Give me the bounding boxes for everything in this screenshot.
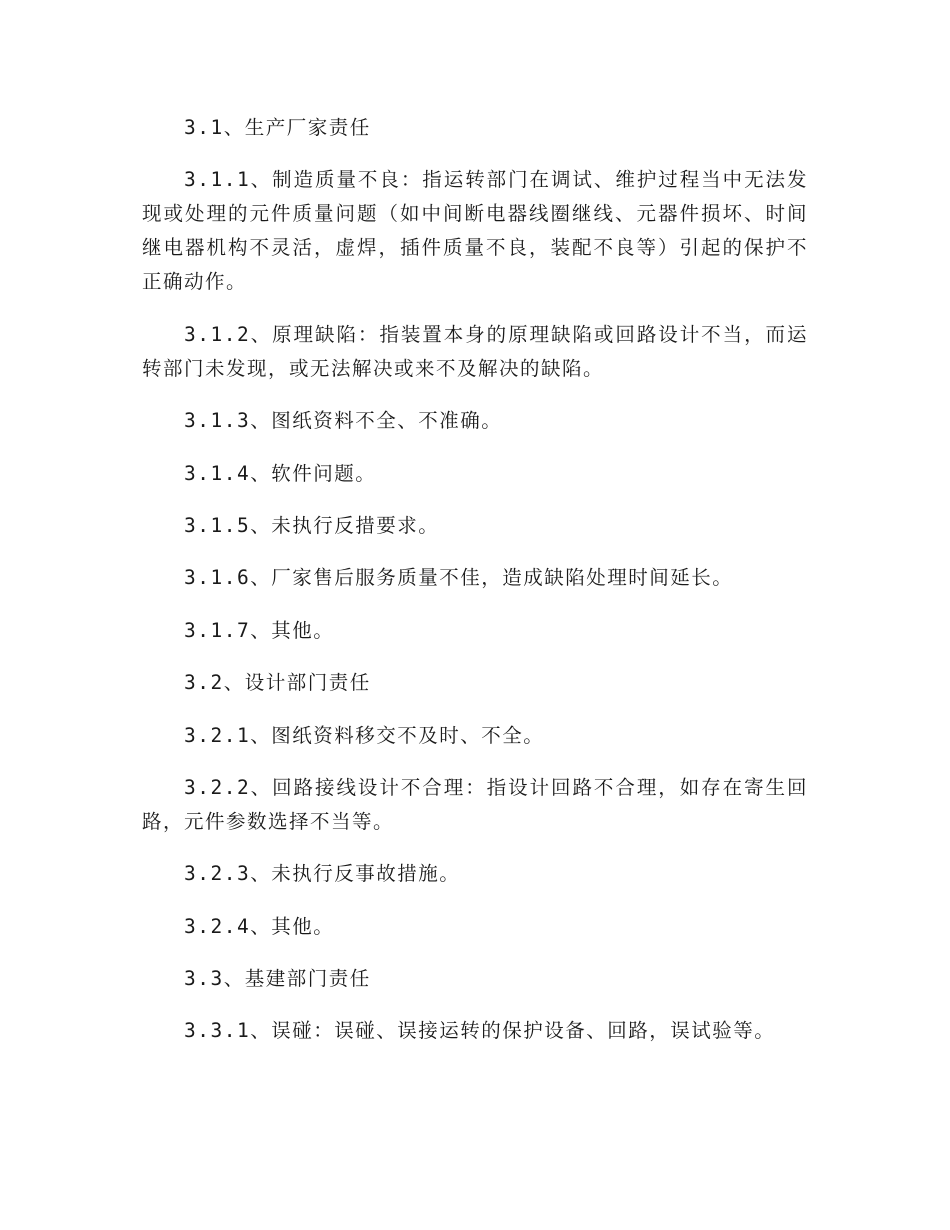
paragraph-3-3-1: 3.3.1、误碰：误碰、误接运转的保护设备、回路，误试验等。 bbox=[184, 1019, 776, 1043]
paragraph-3-2-2: 3.2.2、回路接线设计不合理：指设计回路不合理，如存在寄生回路，元件参数选择不当等。 bbox=[142, 775, 808, 833]
section-heading-3-3: 3.3、基建部门责任 bbox=[184, 967, 371, 991]
paragraph-3-2-1: 3.2.1、图纸资料移交不及时、不全。 bbox=[184, 723, 545, 747]
section-heading-3-1: 3.1、生产厂家责任 bbox=[184, 116, 371, 139]
section-heading-3-2: 3.2、设计部门责任 bbox=[184, 671, 371, 695]
paragraph-3-2-3: 3.2.3、未执行反事故措施。 bbox=[184, 862, 461, 886]
paragraph-3-1-3: 3.1.3、图纸资料不全、不准确。 bbox=[184, 409, 503, 433]
paragraph-3-1-6: 3.1.6、厂家售后服务质量不佳，造成缺陷处理时间延长。 bbox=[184, 566, 734, 590]
paragraph-3-1-2: 3.1.2、原理缺陷：指装置本身的原理缺陷或回路设计不当，而运转部门未发现，或无法解决或来不及解决的缺陷。 bbox=[142, 322, 808, 380]
paragraph-3-1-1: 3.1.1、制造质量不良：指运转部门在调试、维护过程当中无法发现或处理的元件质量问题（如中间断电器线圈继线、元器件损坏、时间继电器机构不灵活，虚焊，插件质量不良，装配不良等）引起的保护不正确动作。 bbox=[142, 168, 808, 294]
paragraph-3-1-7: 3.1.7、其他。 bbox=[184, 618, 335, 642]
paragraph-3-2-4: 3.2.4、其他。 bbox=[184, 914, 335, 938]
paragraph-3-1-5: 3.1.5、未执行反措要求。 bbox=[184, 513, 440, 537]
document-body bbox=[142, 111, 808, 1067]
paragraph-3-1-4: 3.1.4、软件问题。 bbox=[184, 461, 377, 485]
